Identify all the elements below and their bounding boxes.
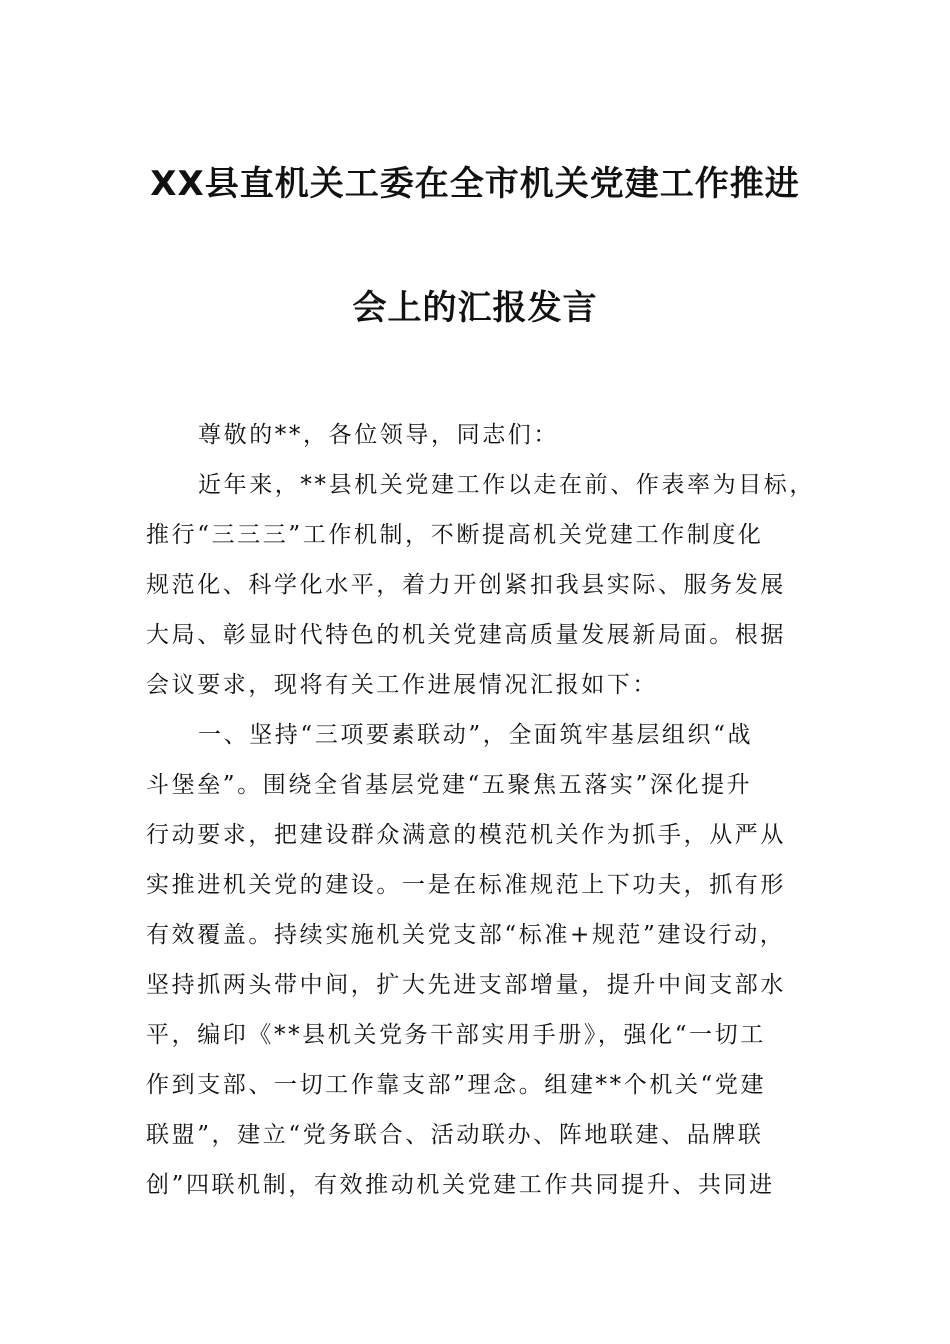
body-line: 近年来，**县机关党建工作以走在前、作表率为目标，	[198, 472, 815, 498]
body-line: 会议要求，现将有关工作进展情况汇报如下：	[146, 672, 658, 698]
document-body	[146, 410, 815, 1210]
body-line: 作到支部、一切工作靠支部”理念。组建**个机关“党建	[146, 1072, 767, 1098]
body-line: 行动要求，把建设群众满意的模范机关作为抓手，从严从	[146, 822, 786, 848]
body-line: 大局、彰显时代特色的机关党建高质量发展新局面。根据	[146, 622, 786, 648]
document-title-line-2: 会上的汇报发言	[352, 288, 598, 328]
document-title-line-1: XX县直机关工委在全市机关党建工作推进	[150, 164, 800, 204]
body-line: 创”四联机制，有效推动机关党建工作共同提升、共同进	[146, 1172, 775, 1198]
body-line: 平，编印《**县机关党务干部实用手册》，强化“一切工	[146, 1022, 766, 1048]
body-line: 规范化、科学化水平，着力开创紧扣我县实际、服务发展	[146, 572, 786, 598]
body-line: 联盟”，建立“党务联合、活动联办、阵地联建、品牌联	[146, 1122, 764, 1148]
body-line: 实推进机关党的建设。一是在标准规范上下功夫，抓有形	[146, 872, 786, 898]
body-line: 一、坚持“三项要素联动”，全面筑牢基层组织“战	[198, 722, 754, 748]
body-line: 尊敬的**，各位领导，同志们：	[198, 422, 559, 448]
body-line: 坚持抓两头带中间，扩大先进支部增量，提升中间支部水	[146, 972, 786, 998]
body-line: 斗堡垒”。围绕全省基层党建“五聚焦五落实”深化提升	[146, 772, 753, 798]
body-line: 有效覆盖。持续实施机关党支部“标准+规范”建设行动，	[146, 922, 786, 948]
body-line: 推行“三三三”工作机制，不断提高机关党建工作制度化	[146, 522, 764, 548]
